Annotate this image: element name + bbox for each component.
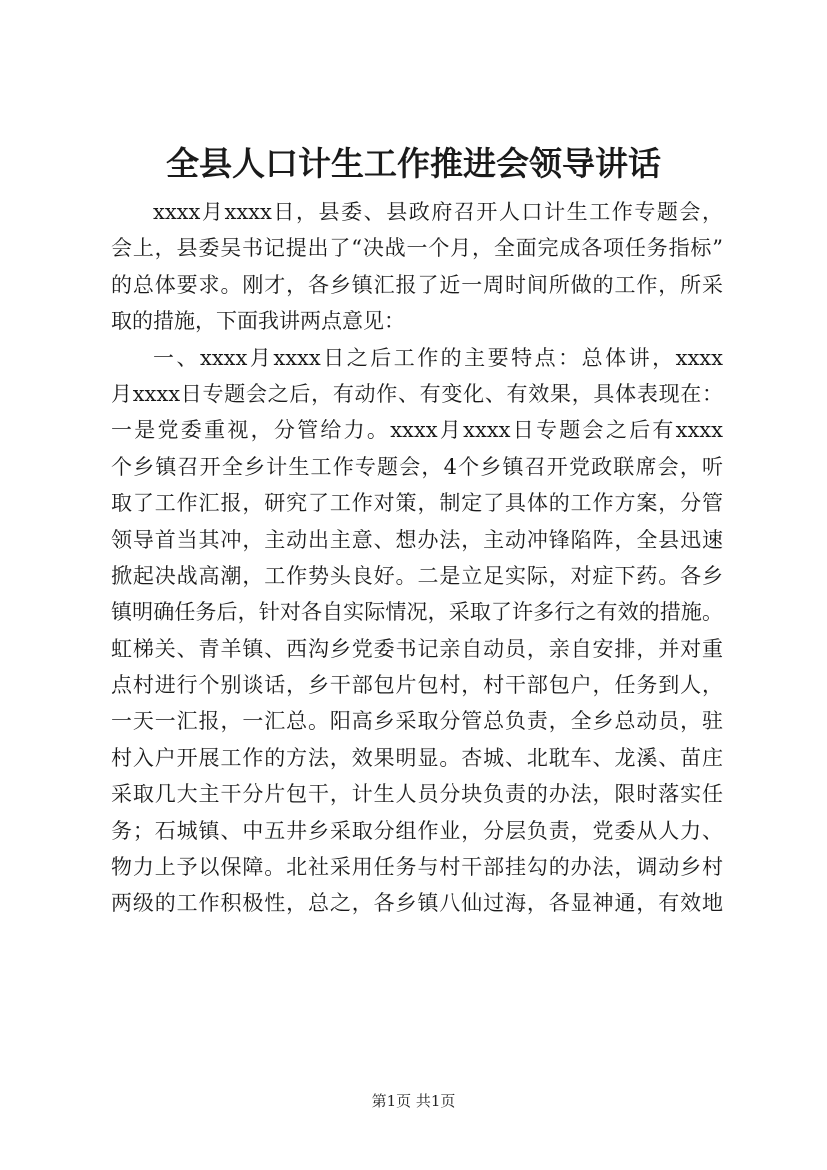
text-line: 的总体要求。刚才，各乡镇汇报了近一周时间所做的工作，所采 (111, 272, 723, 297)
page-number-footer: 第1页 共1页 (371, 1092, 456, 1110)
paragraph-intro (111, 194, 723, 340)
text-line: 月xxxx日专题会之后，有动作、有变化、有效果，具体表现在： (111, 381, 723, 406)
text-line: 取了工作汇报，研究了工作对策，制定了具体的工作方案，分管 (111, 491, 723, 516)
text-line: 村入户开展工作的方法，效果明显。杏城、北耽车、龙溪、苗庄 (111, 745, 723, 770)
text-line: 一是党委重视，分管给力。xxxx月xxxx日专题会之后有xxxx (111, 418, 723, 443)
text-line: 点村进行个别谈话，乡干部包片包村，村干部包户，任务到人， (111, 673, 723, 698)
text-line: 物力上予以保障。北社采用任务与村干部挂勾的办法，调动乡村 (111, 855, 723, 880)
text-line: 一、xxxx月xxxx日之后工作的主要特点：总体讲，xxxx (153, 345, 723, 370)
text-line: 采取几大主干分片包干，计生人员分块负责的办法，限时落实任 (111, 782, 723, 807)
text-line: 取的措施，下面我讲两点意见： (111, 309, 405, 334)
text-line: 掀起决战高潮，工作势头良好。二是立足实际，对症下药。各乡 (111, 563, 723, 588)
text-line: 个乡镇召开全乡计生工作专题会，4个乡镇召开党政联席会，听 (111, 454, 723, 479)
text-line: 镇明确任务后，针对各自实际情况，采取了许多行之有效的措施。 (111, 600, 723, 625)
paragraph-section-one (111, 340, 723, 922)
text-line: 虹梯关、青羊镇、西沟乡党委书记亲自动员，亲自安排，并对重 (111, 636, 723, 661)
text-line: 领导首当其冲，主动出主意、想办法，主动冲锋陷阵，全县迅速 (111, 527, 723, 552)
text-line: 两级的工作积极性，总之，各乡镇八仙过海，各显神通，有效地 (111, 891, 723, 916)
text-line: xxxx月xxxx日，县委、县政府召开人口计生工作专题会， (153, 200, 723, 224)
document-title: 全县人口计生工作推进会领导讲话 (166, 144, 661, 183)
document-body (111, 194, 723, 922)
text-line: 会上，县委吴书记提出了“决战一个月，全面完成各项任务指标” (111, 236, 723, 261)
text-line: 务；石城镇、中五井乡采取分组作业，分层负责，党委从人力、 (111, 818, 723, 843)
text-line: 一天一汇报，一汇总。阳高乡采取分管总负责，全乡总动员，驻 (111, 709, 723, 734)
